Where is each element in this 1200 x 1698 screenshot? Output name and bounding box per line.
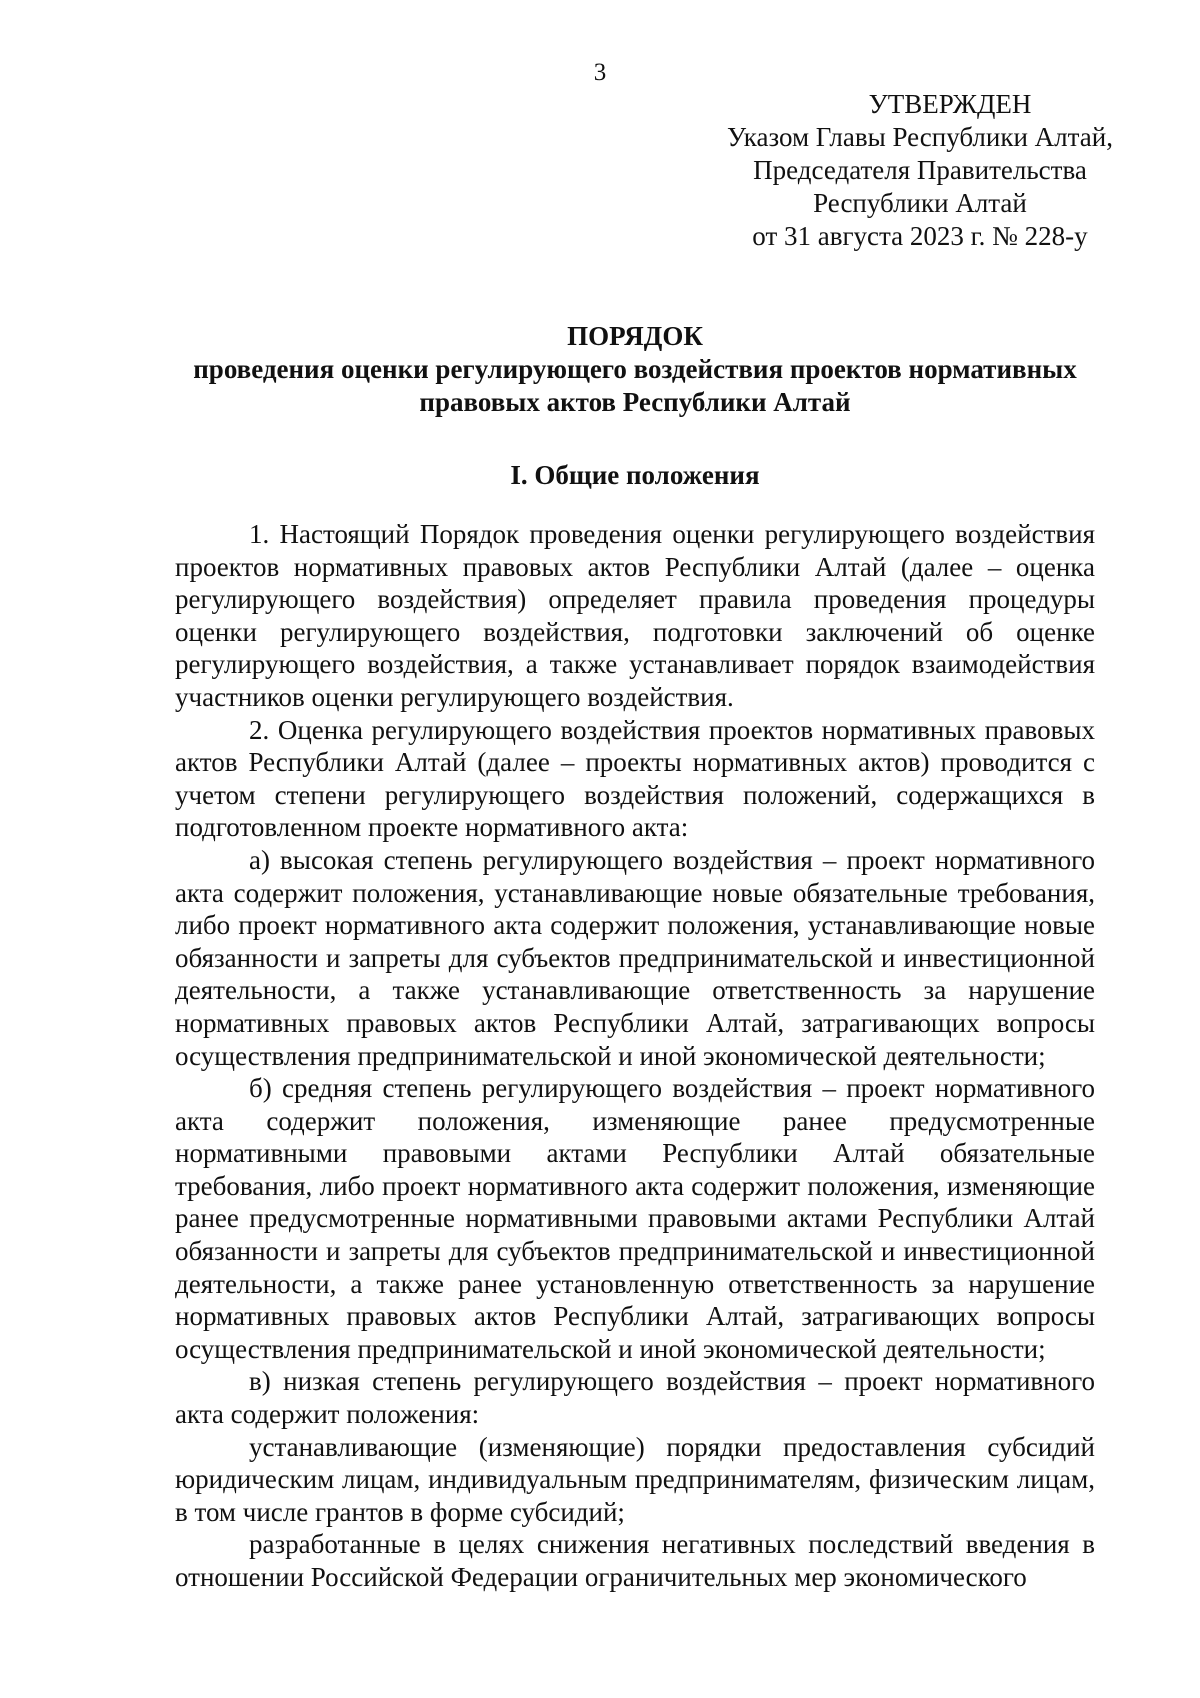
paragraph-2: 2. Оценка регулирующего воздействия проектов нормативных правовых актов Республики Алтай (далее – проекты нормативных актов) проводится с учетом степени регулирующего воздействия положений, содержащихся в подготовленном проекте нормативного акта:	[175, 714, 1095, 843]
paragraph-1: 1. Настоящий Порядок проведения оценки регулирующего воздействия проектов нормативных правовых актов Республики Алтай (далее – оценка регулирующего воздействия) определяет правила проведения процедуры оценки регулирующего воздействия, подготовки заключений об оценке регулирующего воздействия, а также устанавливает порядок взаимодействия участников оценки регулирующего воздействия.	[175, 519, 1095, 712]
paragraph-2v: в) низкая степень регулирующего воздействия – проект нормативного акта содержит положения:	[175, 1366, 1095, 1430]
approval-title: УТВЕРЖДЕН	[868, 89, 1032, 119]
approval-stamp-block	[680, 88, 1160, 253]
paragraph-2v-item-1: устанавливающие (изменяющие) порядки предоставления субсидий юридическим лицам, индивидуальным предпринимателям, физическим лицам, в том числе грантов в форме субсидий;	[175, 1431, 1095, 1527]
approval-line-1: Указом Главы Республики Алтай,	[727, 122, 1113, 152]
document-title-line-3: правовых актов Республики Алтай	[419, 387, 851, 417]
approval-line-4: от 31 августа 2023 г. № 228-у	[752, 221, 1088, 251]
document-title-line-1: ПОРЯДОК	[567, 321, 703, 351]
approval-line-2: Председателя Правительства	[753, 155, 1087, 185]
section-heading: I. Общие положения	[510, 460, 760, 490]
paragraph-2a: а) высокая степень регулирующего воздействия – проект нормативного акта содержит положения, устанавливающие новые обязательные требования, либо проект нормативного акта содержит положения, устанавливающие новые обязанности и запреты для субъектов предпринимательской и инвестиционной деятельности, а также устанавливающие ответственность за нарушение нормативных правовых актов Республики Алтай, затрагивающих вопросы осуществления предпринимательской и иной экономической деятельности;	[175, 844, 1095, 1071]
document-body	[175, 518, 1095, 1594]
page-number: 3	[593, 59, 607, 86]
document-title	[175, 320, 1095, 419]
paragraph-2v-item-2: разработанные в целях снижения негативных последствий введения в отношении Российской Федерации ограничительных мер экономического	[175, 1529, 1095, 1592]
approval-line-3: Республики Алтай	[813, 188, 1027, 218]
document-title-line-2: проведения оценки регулирующего воздействия проектов нормативных	[193, 354, 1077, 384]
paragraph-2b: б) средняя степень регулирующего воздействия – проект нормативного акта содержит положения, изменяющие ранее предусмотренные нормативными правовыми актами Республики Алтай обязательные требования, либо проект нормативного акта содержит положения, изменяющие ранее предусмотренные нормативными правовыми актами Республики Алтай обязанности и запреты для субъектов предпринимательской и инвестиционной деятельности, а также ранее установленную ответственность за нарушение нормативных правовых актов Республики Алтай, затрагивающих вопросы осуществления предпринимательской и иной экономической деятельности;	[175, 1073, 1095, 1364]
